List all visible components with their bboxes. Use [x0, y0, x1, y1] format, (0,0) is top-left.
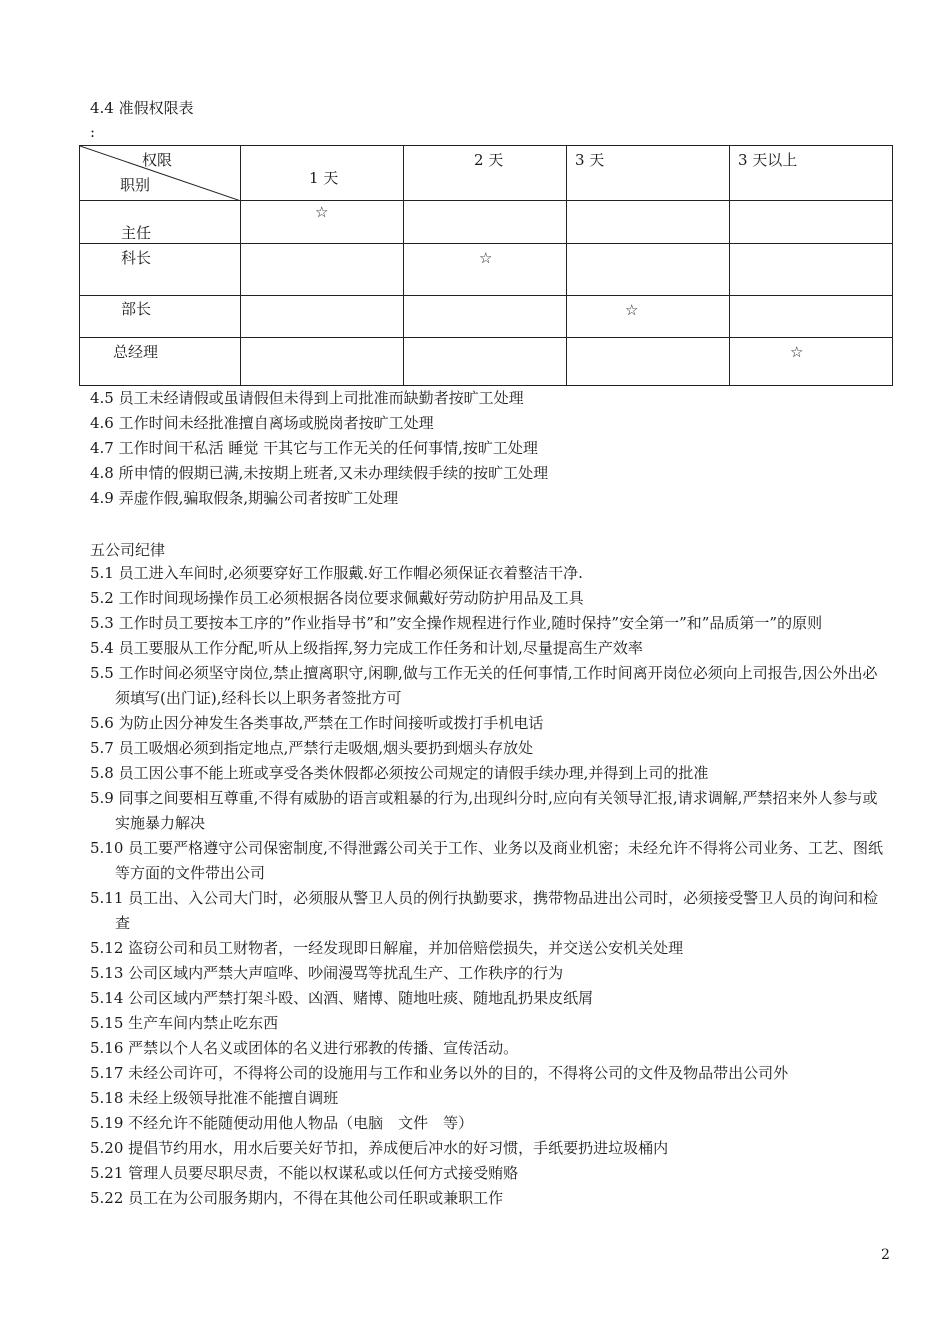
- leave-permission-table: [79, 145, 893, 386]
- role-label: 部长: [121, 300, 152, 318]
- permission-cell: [567, 338, 730, 386]
- list-item: 5.11 员工出、入公司大门时，必须服从警卫人员的例行执勤要求，携带物品进出公司时，必须接受警卫人员的询问和检查: [90, 889, 879, 932]
- list-item: 4.6 工作时间未经批准擅自离场或脱岗者按旷工处理: [90, 414, 434, 432]
- list-item: 5.5 工作时间必须坚守岗位,禁止擅离职守,闲聊,做与工作无关的任何事情,工作时间离开岗位必须向上司报告,因公外出必须填写(出门证),经科长以上职务者签批方可: [90, 664, 878, 707]
- list-item: 5.22 员工在为公司服务期内，不得在其他公司任职或兼职工作: [90, 1189, 504, 1207]
- role-cell: [80, 201, 241, 244]
- column-header: 3 天: [575, 151, 605, 169]
- page-number: 2: [881, 1247, 890, 1263]
- permission-cell: [730, 244, 893, 296]
- corner-header-cell: [80, 146, 241, 201]
- star-mark-icon: ☆: [625, 301, 639, 319]
- list-item: 5.6 为防止因分神发生各类事故,严禁在工作时间接听或拨打手机电话: [90, 714, 544, 732]
- permission-cell: [567, 201, 730, 244]
- star-mark-icon: ☆: [479, 249, 493, 267]
- list-item: 4.8 所申情的假期已满,未按期上班者,又未办理续假手续的按旷工处理: [90, 464, 549, 482]
- column-header-cell: [241, 146, 404, 201]
- permission-cell: [567, 296, 730, 338]
- table-row: [80, 296, 893, 338]
- permission-cell: [404, 338, 567, 386]
- list-item: 5.12 盗窃公司和员工财物者，一经发现即日解雇，并加倍赔偿损失，并交送公安机关处理: [90, 939, 684, 957]
- permission-cell: [241, 338, 404, 386]
- list-item: 5.16 严禁以个人名义或团体的名义进行邪教的传播、宣传活动。: [90, 1039, 519, 1057]
- list-item: 4.7 工作时间干私活 睡觉 干其它与工作无关的任何事情,按旷工处理: [90, 439, 538, 457]
- permission-cell: [730, 338, 893, 386]
- permission-cell: [404, 296, 567, 338]
- role-cell: [80, 296, 241, 338]
- list-item: 5.21 管理人员要尽职尽责，不能以权谋私或以任何方式接受贿赂: [90, 1164, 519, 1182]
- list-item: 5.4 员工要服从工作分配,听从上级指挥,努力完成工作任务和计划,尽量提高生产效率: [90, 639, 643, 657]
- role-label: 主任: [121, 224, 152, 242]
- section-title-4-4: 4.4 准假权限表: [90, 99, 194, 117]
- list-item: 4.9 弄虚作假,骗取假条,期骗公司者按旷工处理: [90, 489, 399, 507]
- star-mark-icon: ☆: [315, 203, 329, 221]
- permission-cell: [241, 296, 404, 338]
- list-item: 5.20 提倡节约用水，用水后要关好节扣，养成便后冲水的好习惯，手纸要扔进垃圾桶内: [90, 1139, 669, 1157]
- column-header: 3 天以上: [738, 151, 798, 169]
- column-header: 2 天: [474, 151, 504, 169]
- list-item: 4.5 员工未经请假或虽请假但未得到上司批准而缺勤者按旷工处理: [90, 389, 524, 407]
- list-item: 5.18 未经上级领导批准不能擅自调班: [90, 1089, 339, 1107]
- column-header-cell: [730, 146, 893, 201]
- absence-rules-list: [90, 386, 890, 511]
- role-label: 科长: [121, 249, 152, 267]
- role-label: 总经理: [113, 343, 159, 361]
- role-cell: [80, 338, 241, 386]
- section-title-5: 五公司纪律: [90, 541, 166, 559]
- corner-label-role: 职别: [120, 176, 151, 194]
- column-header-cell: [404, 146, 567, 201]
- table-row: [80, 201, 893, 244]
- permission-cell: [404, 201, 567, 244]
- table-row: [80, 338, 893, 386]
- list-item: 5.17 未经公司许可，不得将公司的设施用与工作和业务以外的目的，不得将公司的文件及物品带出公司外: [90, 1064, 789, 1082]
- list-item: 5.8 员工因公事不能上班或享受各类休假都必须按公司规定的请假手续办理,并得到上司的批准: [90, 764, 709, 782]
- list-item: 5.9 同事之间要相互尊重,不得有威胁的语言或粗暴的行为,出现纠分时,应向有关领导汇报,请求调解,严禁招来外人参与或实施暴力解决: [90, 789, 878, 832]
- column-header-cell: [567, 146, 730, 201]
- permission-cell: [241, 201, 404, 244]
- list-item: 5.2 工作时间现场操作员工必须根据各岗位要求佩戴好劳动防护用品及工具: [90, 589, 584, 607]
- list-item: 5.13 公司区域内严禁大声喧哗、吵闹漫骂等扰乱生产、工作秩序的行为: [90, 964, 564, 982]
- colon-mark: :: [90, 123, 96, 141]
- permission-cell: [730, 296, 893, 338]
- column-header: 1 天: [309, 169, 339, 187]
- permission-cell: [730, 201, 893, 244]
- corner-label-permission: 权限: [142, 151, 173, 169]
- permission-cell: [241, 244, 404, 296]
- list-item: 5.3 工作时员工要按本工序的”作业指导书”和”安全操作规程进行作业,随时保持”安全第一”和”品质第一”的原则: [90, 614, 823, 632]
- permission-cell: [404, 244, 567, 296]
- company-discipline-list: [90, 561, 890, 1211]
- list-item: 5.10 员工要严格遵守公司保密制度,不得泄露公司关于工作、业务以及商业机密；未经允许不得将公司业务、工艺、图纸等方面的文件带出公司: [90, 839, 883, 882]
- table-header-row: [80, 146, 893, 201]
- role-cell: [80, 244, 241, 296]
- star-mark-icon: ☆: [790, 343, 804, 361]
- list-item: 5.14 公司区域内严禁打架斗殴、凶酒、赌博、随地吐痰、随地乱扔果皮纸屑: [90, 989, 594, 1007]
- list-item: 5.19 不经允许不能随便动用他人物品（电脑 文件 等）: [90, 1114, 474, 1132]
- permission-cell: [567, 244, 730, 296]
- list-item: 5.15 生产车间内禁止吃东西: [90, 1014, 279, 1032]
- table-row: [80, 244, 893, 296]
- list-item: 5.1 员工进入车间时,必须要穿好工作服戴.好工作帽必须保证衣着整洁干净.: [90, 564, 583, 582]
- list-item: 5.7 员工吸烟必须到指定地点,严禁行走吸烟,烟头要扔到烟头存放处: [90, 739, 534, 757]
